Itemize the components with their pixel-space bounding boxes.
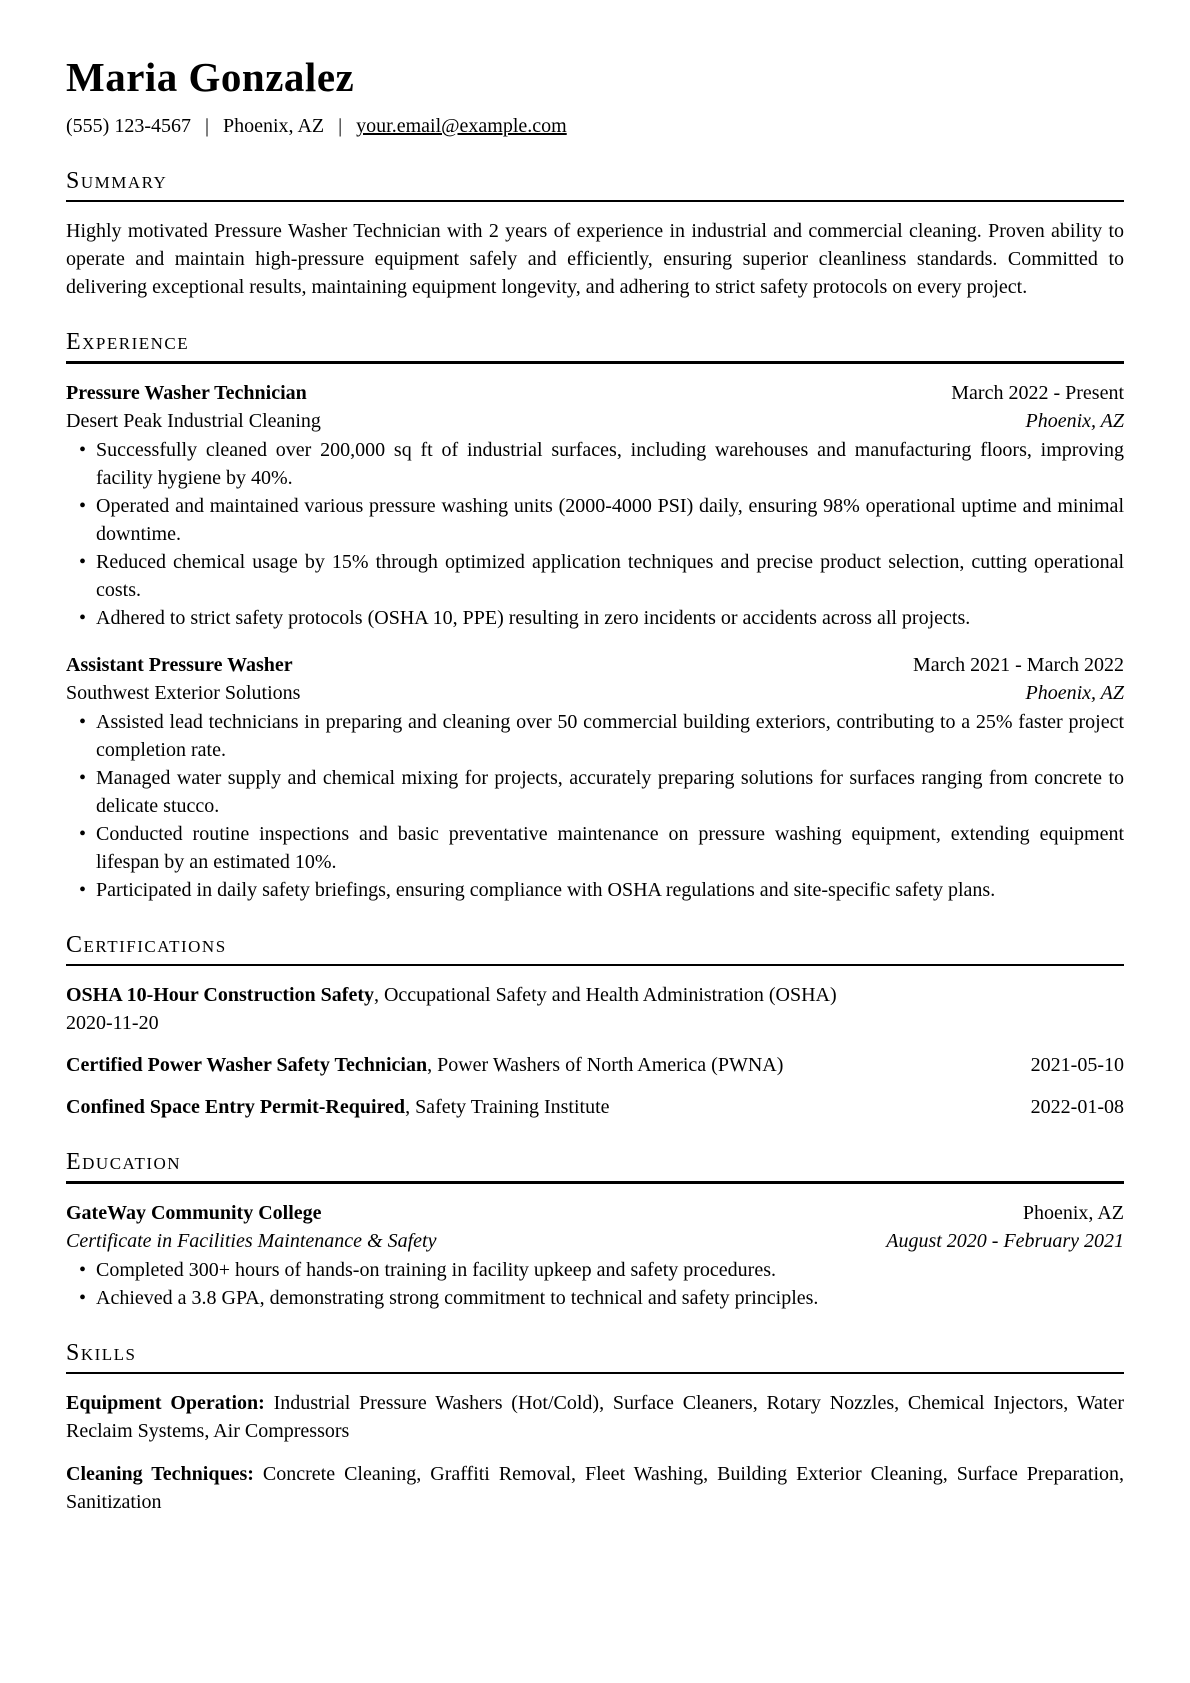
skill-list: Industrial Pressure Washers (Hot/Cold), Surface Cleaners, Rotary Nozzles, Chemical Injectors, Water Reclaim Systems, Air Compressors: [66, 1391, 1124, 1442]
section-rule: [66, 964, 1124, 966]
certification-row: [66, 1051, 1124, 1079]
section-rule: [66, 361, 1124, 363]
education-degree: Certificate in Facilities Maintenance & Safety: [66, 1229, 437, 1252]
certification-name: Confined Space Entry Permit-Required: [66, 1096, 406, 1119]
section-rule: [66, 1372, 1124, 1374]
certifications-heading: Certifications: [66, 931, 227, 958]
job-company: Southwest Exterior Solutions: [66, 681, 301, 704]
contact-location: Phoenix, AZ: [223, 115, 325, 137]
certification-main: [66, 1051, 783, 1079]
section-education: [66, 1148, 1124, 1311]
certification-separator: ,: [373, 984, 379, 1007]
job-bullet: • Conducted routine inspections and basic preventative maintenance on pressure washing equipment, extending equipment lifespan by an estimated 10%.: [66, 820, 1124, 876]
job-title-row: [66, 379, 1124, 407]
contact-separator: |: [204, 115, 209, 137]
job-bullet: • Participated in daily safety briefings, ensuring compliance with OSHA regulations and site-specific safety plans.: [66, 876, 1124, 904]
certification-issuer: Occupational Safety and Health Administration (OSHA): [383, 984, 837, 1007]
experience-heading: Experience: [66, 329, 190, 356]
job-entry: [66, 651, 1124, 904]
section-skills: [66, 1339, 1124, 1516]
certification-item: [66, 1093, 1124, 1121]
certification-main: [66, 981, 1124, 1009]
certification-issuer: Power Washers of North America (PWNA): [437, 1054, 784, 1077]
skill-list: Concrete Cleaning, Graffiti Removal, Fleet Washing, Building Exterior Cleaning, Surface Preparation, Sanitization: [66, 1462, 1124, 1513]
education-bullet: • Achieved a 3.8 GPA, demonstrating strong commitment to technical and safety principles.: [66, 1284, 1124, 1312]
summary-text: Highly motivated Pressure Washer Technician with 2 years of experience in industrial and commercial cleaning. Proven ability to operate and maintain high-pressure equipment safely and efficiently, ensuring superior cleanliness standards. Committed to delivering exceptional results, maintaining equipment longevity, and adhering to strict safety protocols on every project.: [66, 220, 1124, 299]
job-title: Assistant Pressure Washer: [66, 653, 293, 676]
job-company-row: [66, 679, 1124, 707]
certification-issuer: Safety Training Institute: [415, 1096, 610, 1119]
section-experience: [66, 328, 1124, 903]
certification-item: [66, 1051, 1124, 1079]
skill-group: [66, 1389, 1124, 1445]
job-bullet: • Operated and maintained various pressure washing units (2000-4000 PSI) daily, ensuring 98% operational uptime and minimal downtime.: [66, 492, 1124, 548]
education-bullet: • Completed 300+ hours of hands-on training in facility upkeep and safety procedures.: [66, 1256, 1124, 1284]
job-bullet-list: [66, 708, 1124, 904]
certification-row: [66, 1093, 1124, 1121]
education-bullet-list: [66, 1256, 1124, 1312]
job-location: Phoenix, AZ: [1025, 409, 1124, 432]
section-summary: [66, 167, 1124, 301]
job-company-row: [66, 407, 1124, 435]
certification-date: 2020-11-20: [66, 1012, 159, 1035]
certification-date: 2022-01-08: [1030, 1096, 1124, 1119]
skill-category-label: Cleaning Techniques:: [66, 1462, 254, 1485]
section-certifications: [66, 931, 1124, 1121]
certification-name: Certified Power Washer Safety Technician: [66, 1054, 428, 1077]
job-location: Phoenix, AZ: [1025, 681, 1124, 704]
section-rule: [66, 1181, 1124, 1183]
skill-group: [66, 1460, 1124, 1516]
certification-date: 2021-05-10: [1030, 1054, 1124, 1077]
job-bullet: • Adhered to strict safety protocols (OSHA 10, PPE) resulting in zero incidents or accidents across all projects.: [66, 604, 1124, 632]
skills-heading: Skills: [66, 1339, 137, 1366]
education-location: Phoenix, AZ: [1022, 1201, 1124, 1224]
education-heading: Education: [66, 1149, 182, 1176]
certification-name: OSHA 10-Hour Construction Safety: [66, 984, 374, 1007]
certification-item: [66, 981, 1124, 1037]
education-school-row: [66, 1199, 1124, 1227]
contact-phone: (555) 123-4567: [66, 115, 191, 137]
section-rule: [66, 200, 1124, 202]
contact-line: [66, 112, 1124, 140]
summary-heading: Summary: [66, 168, 168, 194]
education-entry: [66, 1199, 1124, 1312]
education-dates: August 2020 - February 2021: [886, 1229, 1124, 1252]
candidate-name: Maria Gonzalez: [66, 54, 355, 100]
job-title-row: [66, 651, 1124, 679]
certification-separator: ,: [405, 1096, 411, 1119]
resume-header: [66, 54, 1124, 140]
job-bullet-list: [66, 436, 1124, 632]
job-title: Pressure Washer Technician: [66, 381, 307, 404]
certification-main: [66, 1093, 610, 1121]
email-link[interactable]: your.email@example.com: [356, 115, 567, 137]
job-bullet: • Successfully cleaned over 200,000 sq ft of industrial surfaces, including warehouses and manufacturing floors, improving facility hygiene by 40%.: [66, 436, 1124, 492]
job-entry: [66, 379, 1124, 632]
skill-category-label: Equipment Operation:: [66, 1391, 265, 1414]
education-school: GateWay Community College: [66, 1201, 322, 1224]
contact-separator: |: [338, 115, 343, 137]
education-degree-row: [66, 1227, 1124, 1255]
certification-separator: ,: [427, 1054, 433, 1077]
job-bullet: • Reduced chemical usage by 15% through optimized application techniques and precise product selection, cutting operational costs.: [66, 548, 1124, 604]
job-company: Desert Peak Industrial Cleaning: [66, 409, 321, 432]
job-bullet: • Managed water supply and chemical mixing for projects, accurately preparing solutions for surfaces ranging from concrete to delicate stucco.: [66, 764, 1124, 820]
job-dates: March 2022 - Present: [951, 381, 1124, 404]
job-bullet: • Assisted lead technicians in preparing and cleaning over 50 commercial building exteriors, contributing to a 25% faster project completion rate.: [66, 708, 1124, 764]
job-dates: March 2021 - March 2022: [912, 653, 1124, 676]
